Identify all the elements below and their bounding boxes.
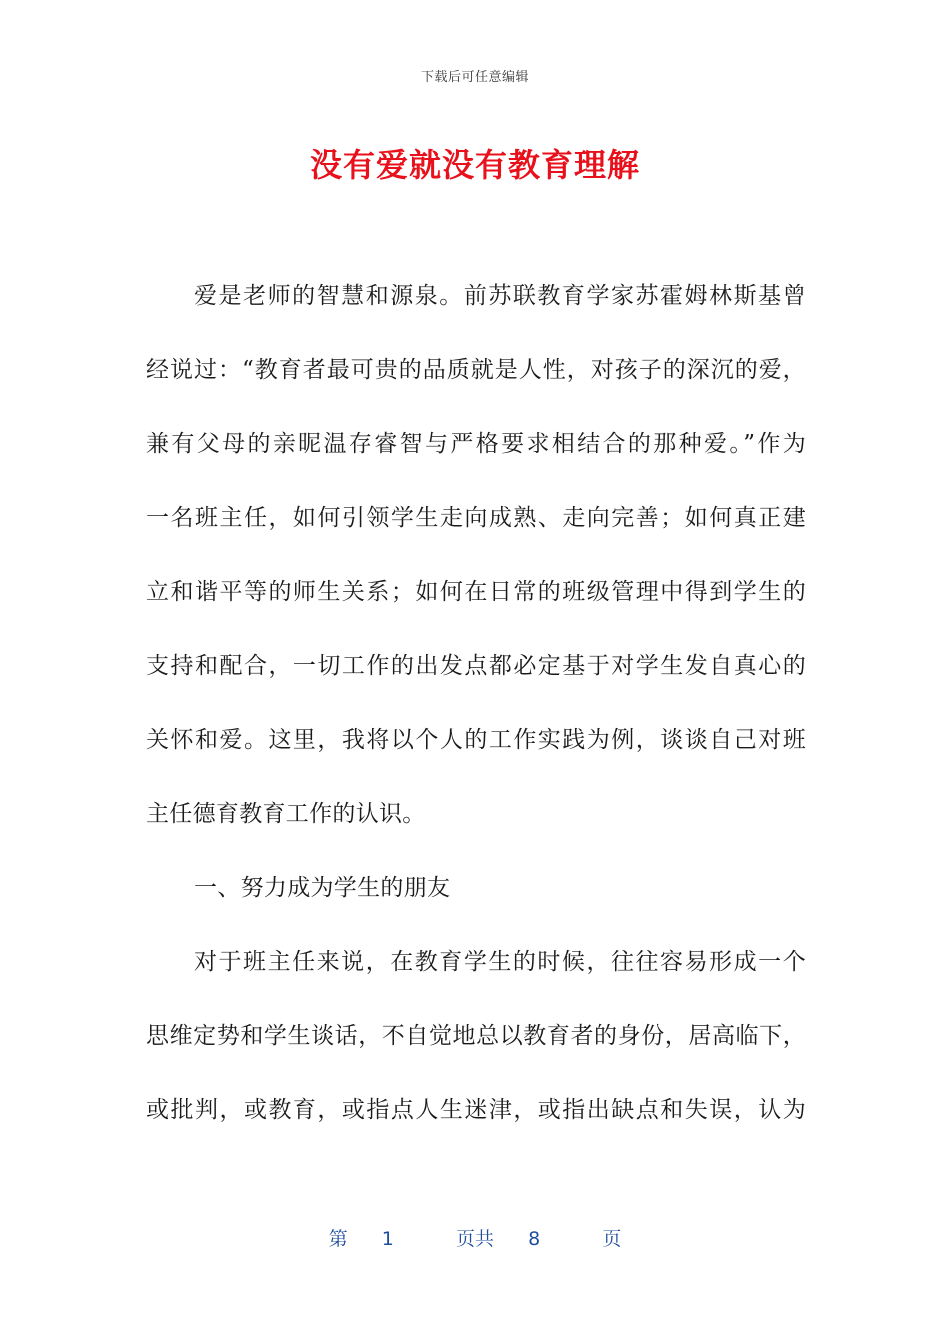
footer-middle: 页共 [455, 1228, 494, 1250]
body-line: 爱是老师的智慧和源泉。前苏联教育学家苏霍姆林斯基曾 [194, 283, 806, 309]
footer-total-pages: 8 [528, 1228, 541, 1250]
body-line: 对于班主任来说，在教育学生的时候，往往容易形成一个 [194, 949, 806, 975]
document-body [146, 270, 806, 1158]
header-note: 下载后可任意编辑 [420, 70, 529, 85]
page-footer [0, 1224, 950, 1251]
body-line: 思维定势和学生谈话，不自觉地总以教育者的身份，居高临下， [146, 1023, 806, 1049]
footer-prefix: 第 [328, 1228, 348, 1250]
body-line: 一名班主任，如何引领学生走向成熟、走向完善；如何真正建 [146, 505, 806, 531]
body-line: 经说过：“教育者最可贵的品质就是人性，对孩子的深沉的爱， [146, 357, 806, 383]
document-title: 没有爱就没有教育理解 [309, 146, 640, 184]
body-line: 支持和配合，一切工作的出发点都必定基于对学生发自真心的 [146, 653, 806, 679]
footer-suffix: 页 [602, 1228, 622, 1250]
body-line: 立和谐平等的师生关系；如何在日常的班级管理中得到学生的 [146, 579, 806, 605]
body-line: 关怀和爱。这里，我将以个人的工作实践为例，谈谈自己对班 [146, 727, 806, 753]
section-heading: 一、努力成为学生的朋友 [194, 875, 451, 901]
body-line: 兼有父母的亲昵温存睿智与严格要求相结合的那种爱。”作为 [146, 431, 806, 457]
body-line: 或批判，或教育，或指点人生迷津，或指出缺点和失误，认为 [146, 1097, 806, 1123]
footer-page-number: 1 [381, 1228, 394, 1250]
body-line: 主任德育教育工作的认识。 [146, 801, 426, 827]
